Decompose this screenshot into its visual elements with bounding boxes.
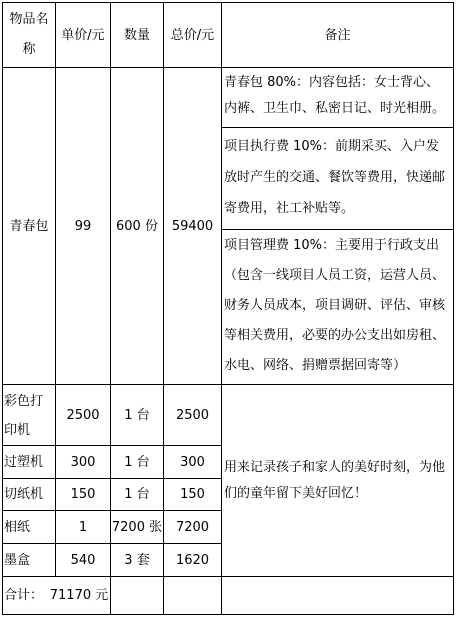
cell-item: 过塑机 [4, 454, 44, 470]
cell-unit-price: 1 [78, 519, 88, 535]
row-line [222, 127, 454, 128]
cell-quantity: 1 台 [124, 487, 150, 502]
cell-item: 相纸 [4, 519, 31, 535]
row-line [222, 229, 454, 230]
header-quantity: 数量 [123, 27, 150, 43]
cell-quantity: 3 套 [124, 552, 150, 568]
total-label: 合计： [4, 588, 44, 603]
header-item: 物品名称 [9, 12, 49, 57]
cell-item: 切纸机 [4, 487, 44, 502]
cell-total: 150 [180, 487, 205, 502]
col-line [453, 2, 454, 615]
cell-total: 2500 [175, 407, 210, 423]
cell-item: 青春包 [9, 218, 49, 234]
cell-item: 墨盒 [4, 552, 31, 568]
cell-quantity: 600 份 [116, 218, 158, 234]
cell-total: 1620 [175, 552, 210, 568]
header-total: 总价/元 [170, 27, 215, 43]
col-line [221, 2, 222, 615]
cell-quantity: 1 台 [124, 454, 150, 470]
cell-unit-price: 150 [70, 487, 96, 502]
cell-unit-price: 300 [70, 454, 96, 470]
note-execution-fee: 项目执行费 10%：前期采买、入户发放时产生的交通、餐饮等费用，快递邮寄费用，社工补贴等。 [224, 139, 446, 216]
note-management-fee: 项目管理费 10%：主要用于行政支出（包含一线项目人员工资，运营人员、财务人员成本，项目调研、评估、审核等相关费用，必要的办公支出如房租、水电、网络、捐赠票据回寄等） [224, 238, 446, 373]
cell-quantity: 1 台 [124, 407, 150, 423]
note-equipment: 用来记录孩子和家人的美好时刻，为他们的童年留下美好回忆！ [224, 459, 446, 501]
cell-unit-price: 540 [70, 552, 96, 568]
cell-quantity: 7200 张 [111, 519, 163, 535]
note-youth-pack: 青春包 80%：内容包括：女士背心、内裤、卫生巾、私密日记、时光相册。 [224, 75, 446, 116]
cell-total: 59400 [171, 218, 214, 234]
row-line [2, 614, 454, 615]
cell-unit-price: 2500 [66, 407, 100, 423]
cell-total: 7200 [175, 519, 210, 535]
header-unit-price: 单价/元 [61, 27, 105, 43]
total-value: 71170 元 [49, 588, 109, 603]
cell-item: 彩色打印机 [4, 393, 44, 438]
cell-total: 300 [180, 454, 205, 470]
header-note: 备注 [324, 27, 351, 43]
cell-unit-price: 99 [74, 218, 92, 234]
